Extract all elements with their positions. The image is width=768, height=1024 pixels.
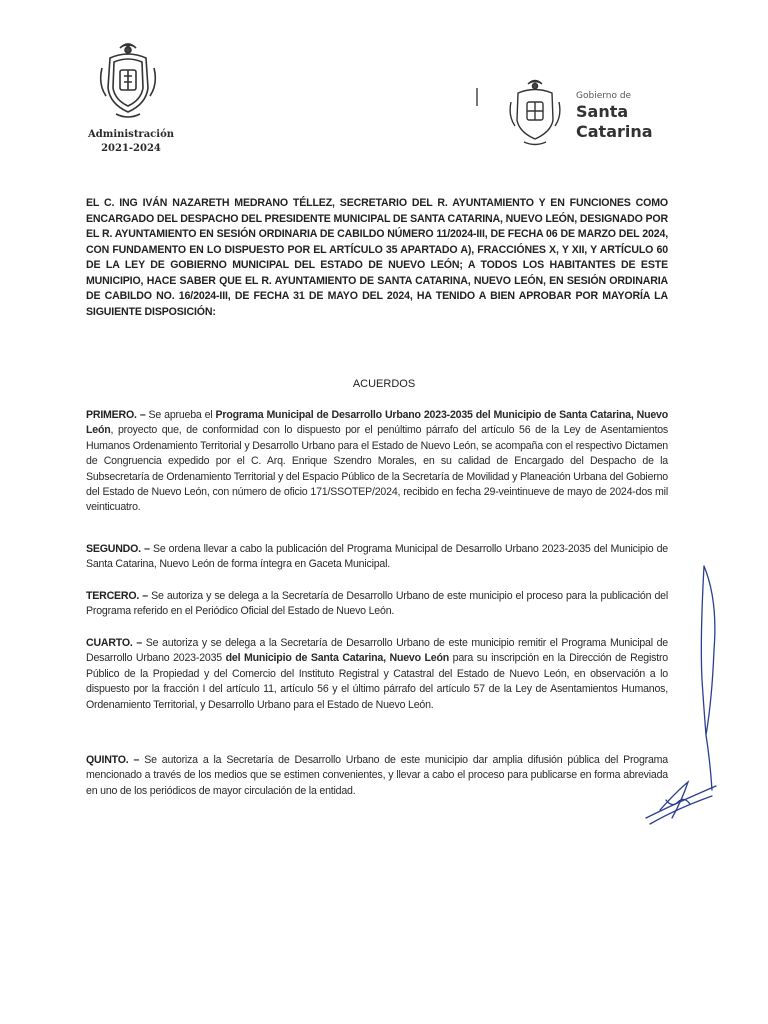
acuerdo-lead: QUINTO. –: [86, 754, 140, 766]
acuerdo-text: Se ordena llevar a cabo la publicación del Programa Municipal de Desarrollo Urbano 2023-2035 del Municipio de Santa Catarina, Nuevo León de forma íntegra en Gaceta Municipal.: [86, 543, 669, 571]
acuerdo-text: Se aprueba el: [145, 409, 216, 421]
preamble-text: EL C. ING IVÁN NAZARETH MEDRANO TÉLLEZ, SECRETARIO DEL R. AYUNTAMIENTO Y EN FUNCIONES COMO ENCARGADO DEL DESPACHO DEL PRESIDENTE MUNICIPAL DE SANTA CATARINA, NUEVO LEÓN, DESIGNADO POR EL R. AYUNTAMIENTO EN SESIÓN ORDINARIA DE CABILDO NÚMERO 11/2024-III, DE FECHA 06 DE MARZO DEL 2024, CON FUNDAMENTO EN LO DISPUESTO POR EL ARTÍCULO 35 APARTADO A), FRACCIÓNES X, Y XII, Y ARTÍCULO 60 DE LA LEY DE GOBIERNO MUNICIPAL DEL ESTADO DE NUEVO LEÓN; A TODOS LOS HABITANTES DE ESTE MUNICIPIO, HACE SABER QUE EL R. AYUNTAMIENTO DE SANTA CATARINA, NUEVO LEÓN, EN SESIÓN ORDINARIA DE CABILDO NO. 16/2024-III, DE FECHA 31 DE MAYO DEL 2024, HA TENIDO A BIEN APROBAR POR MAYORÍA LA SIGUIENTE DISPOSICIÓN:: [86, 197, 668, 318]
logo-name-line1: Santa: [576, 102, 629, 121]
municipal-crest-left: [98, 38, 158, 120]
acuerdo-lead: CUARTO. –: [86, 637, 143, 649]
municipal-crest-right: [508, 76, 562, 146]
acuerdo-text: , proyecto que, de conformidad con lo dispuesto por el penúltimo párrafo del artículo 56 de la Ley de Asentamientos Humanos Ordenamiento Territorial y Desarrollo Urbano para el Estado de Nuevo León, se acompaña con el respectivo Dictamen de Congruencia expedido por el C. Arq. Enrique Szendro Morales, en su calidad de Encargado del Despacho de la Subsecretaría de Ordenamiento Territorial y del Espacio Público de la Secretaría de Movilidad y Planeación Urbana del Gobierno del Estado de Nuevo León, con número de oficio 171/SSOTEP/2024, recibido en fecha 29-veintinueve de mayo de 2024-dos mil veinticuatro.: [86, 424, 668, 514]
acuerdo-text: Se autoriza y se delega a la Secretaría de Desarrollo Urbano de este municipio el proceso para la publicación del Programa referido en el Periódico Oficial del Estado de Nuevo León.: [86, 590, 668, 618]
handwritten-signature: [626, 560, 726, 840]
acuerdos-heading: ACUERDOS: [352, 378, 416, 390]
acuerdo-text: para su inscripción en la Dirección de Registro Público de la Propiedad y del Comercio del Instituto Registral y Catastral del Estado de Nuevo León, en observación a lo dispuesto por la fracción I del artículo 11, artículo 56 y el último párrafo del artículo 57 de la Ley de Asentamientos Humanos, Ordenamiento Territorial, y Desarrollo Urbano para el Estado de Nuevo León.: [86, 652, 668, 711]
acuerdo-cuarto: [86, 636, 668, 713]
acuerdo-lead: TERCERO. –: [86, 590, 148, 602]
acuerdo-segundo: [86, 542, 668, 573]
administration-years: 2021-2024: [101, 143, 161, 154]
acuerdo-bold-text: Programa Municipal de Desarrollo Urbano 2023-2035 del Municipio de Santa Catarina, Nuevo León: [86, 409, 668, 437]
acuerdo-lead: SEGUNDO. –: [86, 543, 150, 555]
administration-label: [76, 128, 186, 156]
acuerdo-lead: PRIMERO. –: [86, 409, 146, 421]
acuerdo-quinto: [86, 753, 668, 799]
administration-title: Administración: [87, 129, 175, 140]
government-logo-text: [576, 90, 696, 142]
acuerdo-primero: [86, 408, 668, 516]
logo-name-line2: Catarina: [576, 122, 653, 141]
acuerdo-tercero: [86, 589, 668, 620]
acuerdo-text: Se autoriza y se delega a la Secretaría de Desarrollo Urbano de este municipio remitir el Programa Municipal de Desarrollo Urbano 2023-2035: [86, 637, 668, 665]
logo-subtitle: Gobierno de: [576, 91, 632, 101]
acuerdo-bold-text: del Municipio de Santa Catarina, Nuevo León: [225, 652, 450, 665]
scan-mark: [476, 88, 478, 106]
acuerdo-text: Se autoriza a la Secretaría de Desarrollo Urbano de este municipio dar amplia difusión pública del Programa mencionado a través de los medios que se estimen convenientes, y llevar a cabo el proceso para publicarse en forma abreviada en uno de los periódicos de mayor circulación de la entidad.: [86, 754, 668, 797]
